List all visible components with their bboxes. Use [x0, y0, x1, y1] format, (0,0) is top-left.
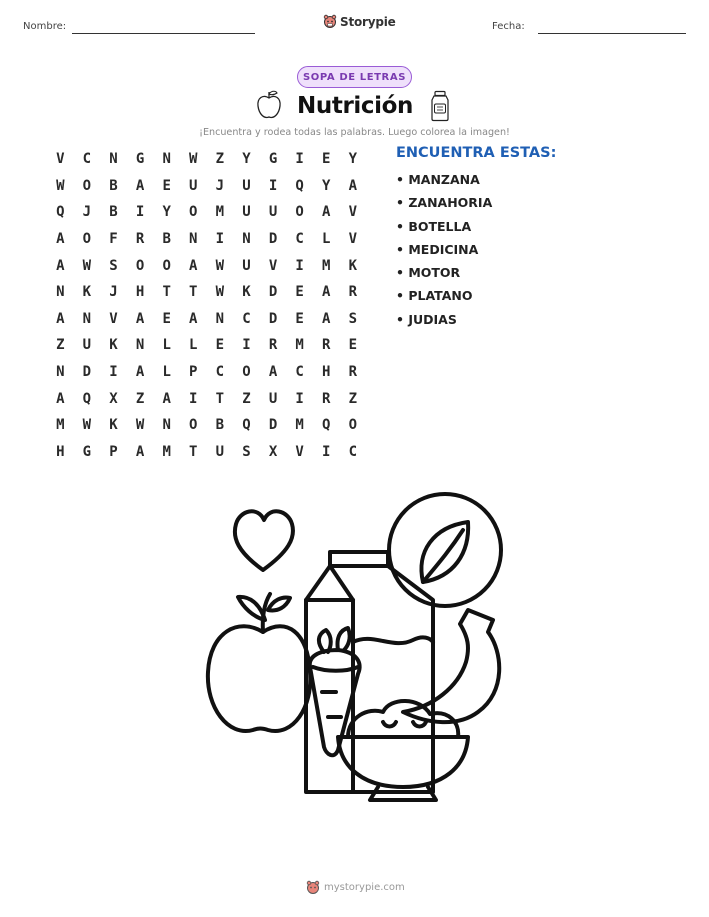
grid-cell[interactable]: M — [295, 337, 304, 354]
grid-cell[interactable]: A — [322, 204, 331, 221]
grid-cell[interactable]: C — [295, 364, 304, 381]
grid-cell[interactable]: W — [215, 284, 225, 301]
grid-cell[interactable]: Z — [215, 151, 225, 168]
grid-cell[interactable]: B — [162, 231, 171, 248]
grid-cell[interactable]: L — [322, 231, 331, 248]
grid-cell[interactable]: Q — [82, 390, 92, 407]
grid-cell[interactable]: N — [109, 151, 118, 168]
grid-cell[interactable]: W — [82, 417, 92, 434]
grid-cell[interactable]: B — [109, 177, 118, 194]
grid-cell[interactable]: O — [82, 177, 92, 194]
grid-cell[interactable]: D — [268, 231, 278, 248]
name-label: Nombre: — [23, 21, 67, 32]
grid-cell[interactable]: I — [189, 390, 198, 407]
grid-cell[interactable]: B — [215, 417, 225, 434]
bowl-shape — [338, 737, 468, 787]
page-title: Nutrición — [297, 93, 413, 119]
grid-cell[interactable]: V — [348, 231, 358, 248]
grid-cell[interactable]: T — [215, 390, 225, 407]
grid-cell[interactable]: T — [189, 284, 198, 301]
grid-cell[interactable]: A — [322, 310, 331, 327]
grid-cell[interactable]: H — [135, 284, 145, 301]
grid-cell[interactable]: N — [189, 231, 198, 248]
grid-cell[interactable]: C — [215, 364, 225, 381]
grid-cell[interactable]: U — [242, 257, 251, 274]
grid-cell[interactable]: R — [135, 231, 145, 248]
grid-cell[interactable]: P — [189, 364, 198, 381]
grid-cell[interactable]: D — [268, 310, 278, 327]
grid-cell[interactable]: Y — [162, 204, 171, 221]
grid-cell[interactable]: U — [242, 204, 251, 221]
grid-cell[interactable]: O — [162, 257, 171, 274]
heart-shape — [235, 511, 293, 570]
date-line[interactable] — [538, 33, 686, 34]
grid-cell[interactable]: M — [215, 204, 225, 221]
grid-cell[interactable]: I — [109, 364, 118, 381]
word-list-item: • MANZANA — [396, 172, 480, 187]
grid-cell[interactable]: N — [215, 310, 225, 327]
grid-cell[interactable]: N — [162, 417, 171, 434]
grid-cell[interactable]: N — [135, 337, 145, 354]
grid-cell[interactable]: C — [348, 443, 358, 460]
grid-cell[interactable]: C — [295, 231, 304, 248]
word-list-item: • MEDICINA — [396, 241, 479, 257]
grid-cell[interactable]: N — [56, 364, 65, 381]
grid-cell[interactable]: E — [162, 310, 171, 327]
grid-cell[interactable]: U — [268, 204, 278, 221]
grid-cell[interactable]: Q — [56, 204, 65, 221]
grid-cell[interactable]: M — [162, 443, 171, 460]
name-line[interactable] — [72, 33, 255, 34]
footer-url[interactable]: mystorypie.com — [324, 882, 405, 893]
grid-cell[interactable]: A — [56, 231, 65, 248]
grid-cell[interactable]: E — [215, 337, 225, 354]
grid-cell[interactable]: I — [215, 231, 225, 248]
grid-cell[interactable]: O — [189, 204, 198, 221]
grid-cell[interactable]: C — [242, 310, 251, 327]
word-list-item: • MOTOR — [396, 265, 461, 281]
grid-cell[interactable]: A — [189, 310, 198, 327]
grid-cell[interactable]: U — [215, 443, 225, 460]
grid-cell[interactable]: R — [348, 364, 358, 381]
grid-cell[interactable]: K — [82, 284, 92, 301]
grid-cell[interactable]: Z — [56, 337, 65, 354]
grid-cell[interactable]: R — [348, 284, 358, 301]
grid-cell[interactable]: E — [295, 310, 304, 327]
grid-cell[interactable]: A — [56, 310, 65, 327]
grid-cell[interactable]: I — [295, 257, 304, 274]
apple-icon — [255, 89, 283, 121]
grid-cell[interactable]: W — [215, 257, 225, 274]
grid-cell[interactable]: O — [82, 231, 92, 248]
grid-cell[interactable]: A — [56, 390, 65, 407]
grid-cell[interactable]: W — [135, 417, 145, 434]
grid-cell[interactable]: X — [109, 390, 118, 407]
grid-cell[interactable]: A — [162, 390, 171, 407]
grid-cell[interactable]: G — [268, 151, 278, 168]
grid-cell[interactable]: Z — [348, 390, 358, 407]
grid-cell[interactable]: S — [242, 443, 251, 460]
grid-cell[interactable]: N — [242, 231, 251, 248]
mascot-logo-icon — [306, 880, 320, 895]
grid-cell[interactable]: K — [348, 257, 358, 274]
grid-cell[interactable]: I — [295, 151, 304, 168]
grid-cell[interactable]: V — [109, 310, 118, 327]
grid-cell[interactable]: L — [189, 337, 198, 354]
grid-cell[interactable]: V — [295, 443, 304, 460]
grid-cell[interactable]: V — [268, 257, 278, 274]
grid-cell[interactable]: K — [109, 337, 118, 354]
milk-carton — [330, 552, 388, 566]
grid-cell[interactable]: P — [109, 443, 118, 460]
grid-cell[interactable]: Q — [295, 177, 304, 194]
grid-cell[interactable]: D — [82, 364, 92, 381]
grid-cell[interactable]: K — [242, 284, 251, 301]
grid-cell[interactable]: Y — [322, 177, 331, 194]
grid-cell[interactable]: Z — [242, 390, 251, 407]
word-list-title: ENCUENTRA ESTAS: — [396, 145, 557, 161]
footer — [306, 880, 405, 895]
grid-cell[interactable]: Q — [322, 417, 331, 434]
jar-icon — [429, 90, 451, 122]
nutrition-line-illustration[interactable] — [198, 492, 508, 812]
instructions: ¡Encuentra y rodea todas las palabras. Luego colorea la imagen! — [199, 127, 510, 138]
grid-cell[interactable]: J — [109, 284, 118, 301]
grid-cell[interactable]: L — [162, 364, 171, 381]
grid-cell[interactable]: R — [322, 390, 331, 407]
grid-cell[interactable]: M — [322, 257, 331, 274]
grid-cell[interactable]: C — [82, 151, 92, 168]
word-list — [396, 172, 492, 335]
word-list-item: • BOTELLA — [396, 218, 472, 234]
grid-cell[interactable]: Y — [348, 151, 358, 168]
grid-cell[interactable]: I — [322, 443, 331, 460]
grid-cell[interactable]: Y — [242, 151, 251, 168]
grid-cell[interactable]: I — [242, 337, 251, 354]
grid-cell[interactable]: G — [82, 443, 92, 460]
word-list-item: • JUDIAS — [396, 311, 457, 327]
brand-logo — [323, 14, 396, 29]
grid-cell[interactable]: A — [135, 310, 145, 327]
grid-cell[interactable]: V — [56, 151, 65, 168]
grid-cell[interactable]: J — [82, 204, 92, 221]
apple-shape — [208, 626, 310, 731]
grid-cell[interactable]: Q — [242, 417, 251, 434]
grid-cell[interactable]: J — [215, 177, 225, 194]
grid-cell[interactable]: O — [189, 417, 198, 434]
grid-cell[interactable]: W — [189, 151, 198, 168]
letter-grid[interactable] — [47, 146, 366, 465]
activity-badge: SOPA DE LETRAS — [297, 66, 412, 88]
grid-cell[interactable]: A — [268, 364, 278, 381]
grid-cell[interactable]: S — [348, 310, 358, 327]
grid-cell[interactable]: O — [348, 417, 358, 434]
mascot-logo-icon — [323, 14, 337, 29]
grid-cell[interactable]: K — [109, 417, 118, 434]
grid-cell[interactable]: A — [322, 284, 331, 301]
grid-cell[interactable]: U — [82, 337, 92, 354]
grid-cell[interactable]: A — [135, 364, 145, 381]
date-label: Fecha: — [492, 21, 525, 32]
grid-cell[interactable]: I — [268, 177, 278, 194]
grid-cell[interactable]: N — [56, 284, 65, 301]
grid-cell[interactable]: O — [242, 364, 251, 381]
grid-cell[interactable]: O — [135, 257, 145, 274]
grid-cell[interactable]: I — [135, 204, 145, 221]
grid-cell[interactable]: E — [162, 177, 171, 194]
grid-cell[interactable]: A — [135, 177, 145, 194]
grid-cell[interactable]: E — [295, 284, 304, 301]
grid-cell[interactable]: N — [82, 310, 92, 327]
grid-cell[interactable]: S — [109, 257, 118, 274]
grid-cell[interactable]: T — [162, 284, 171, 301]
grid-cell[interactable]: A — [135, 443, 145, 460]
grid-cell[interactable]: A — [348, 177, 358, 194]
word-list-item: • PLATANO — [396, 288, 473, 304]
grid-cell[interactable]: U — [268, 390, 278, 407]
grid-cell[interactable]: T — [189, 443, 198, 460]
grid-cell[interactable]: A — [56, 257, 65, 274]
grid-cell[interactable]: D — [268, 417, 278, 434]
grid-cell[interactable]: O — [295, 204, 304, 221]
grid-cell[interactable]: L — [162, 337, 171, 354]
grid-cell[interactable]: M — [295, 417, 304, 434]
grid-cell[interactable]: I — [295, 390, 304, 407]
grid-cell[interactable]: U — [189, 177, 198, 194]
grid-cell[interactable]: G — [135, 151, 145, 168]
grid-cell[interactable]: H — [322, 364, 331, 381]
leaf-badge-circle — [389, 494, 501, 606]
brand-name: Storypie — [340, 14, 396, 29]
grid-cell[interactable]: W — [82, 257, 92, 274]
grid-cell[interactable]: A — [189, 257, 198, 274]
grid-cell[interactable]: R — [322, 337, 331, 354]
grid-cell[interactable]: E — [348, 337, 358, 354]
grid-cell[interactable]: U — [242, 177, 251, 194]
grid-cell[interactable]: B — [109, 204, 118, 221]
grid-cell[interactable]: R — [268, 337, 278, 354]
grid-cell[interactable]: Z — [135, 390, 145, 407]
grid-cell[interactable]: W — [56, 177, 65, 194]
grid-cell[interactable]: E — [322, 151, 331, 168]
grid-cell[interactable]: D — [268, 284, 278, 301]
grid-cell[interactable]: H — [56, 443, 65, 460]
grid-cell[interactable]: V — [348, 204, 358, 221]
grid-cell[interactable]: F — [109, 231, 118, 248]
grid-cell[interactable]: X — [268, 443, 278, 460]
grid-cell[interactable]: N — [162, 151, 171, 168]
word-list-item: • ZANAHORIA — [396, 195, 493, 211]
grid-cell[interactable]: M — [56, 417, 65, 434]
